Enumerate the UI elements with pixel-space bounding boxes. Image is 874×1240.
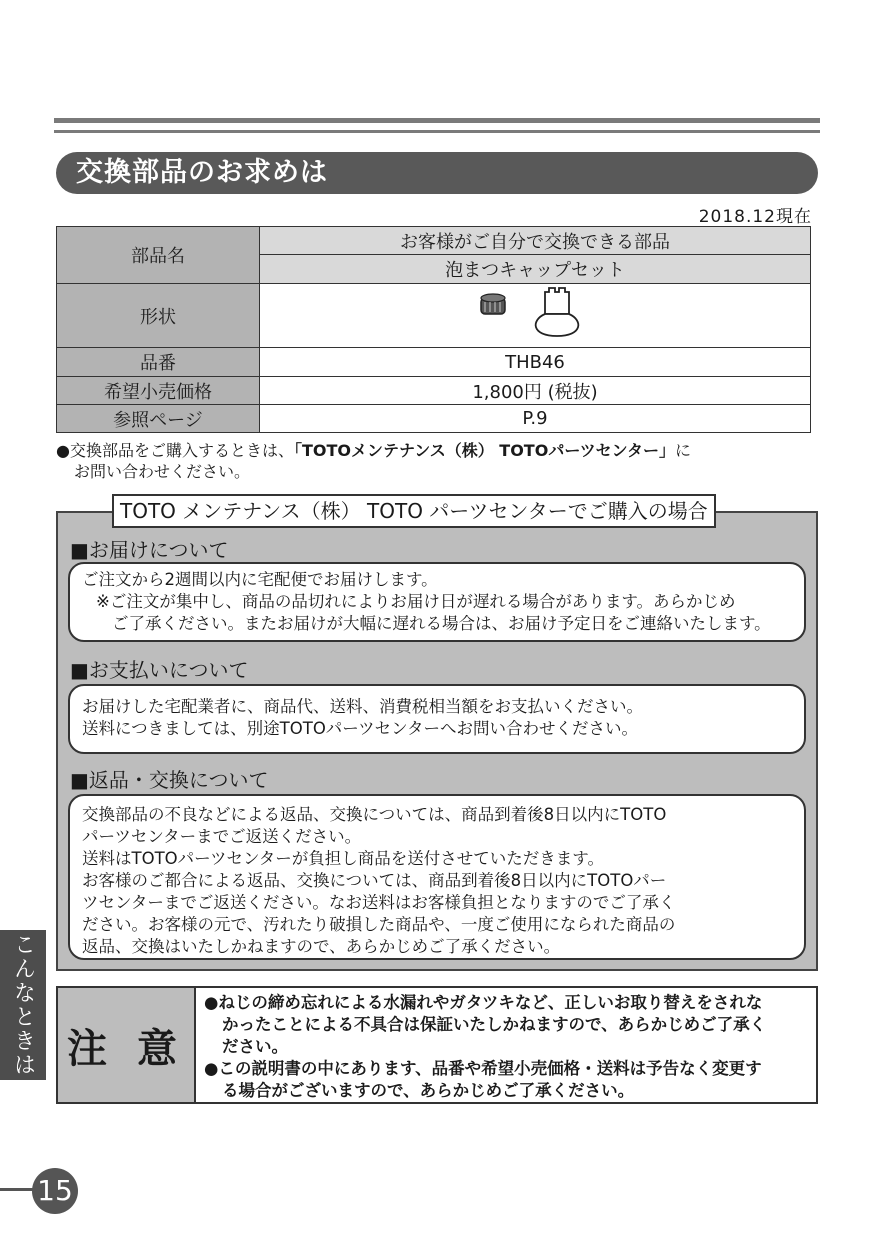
part-name-header: 部品名 xyxy=(57,227,260,284)
return-line5: ツセンターまでご返送ください。なお送料はお客様負担となりますのでご了承く xyxy=(82,893,676,912)
cap-wrench-icon xyxy=(536,288,579,336)
caution-item2 xyxy=(204,1058,808,1102)
return-line6: ださい。お客様の元で、汚れたり破損した商品や、一度ご使用になられた商品の xyxy=(82,915,676,934)
return-line1: 交換部品の不良などによる返品、交換については、商品到着後8日以内にTOTO xyxy=(82,805,667,824)
price-header: 希望小売価格 xyxy=(57,377,260,405)
caution-item1 xyxy=(204,992,808,1058)
part-name: 泡まつキャップセット xyxy=(260,255,811,284)
payment-heading: ■お支払いについて xyxy=(70,658,249,682)
return-heading: ■返品・交換について xyxy=(70,768,269,792)
return-line2: パーツセンターまでご返送ください。 xyxy=(82,827,362,846)
caution-item2-line1: ●この説明書の中にあります、品番や希望小売価格・送料は予告なく変更す xyxy=(204,1059,762,1078)
shop-title: TOTO メンテナンス（株） TOTO パーツセンターでご購入の場合 xyxy=(112,494,716,528)
return-line4: お客様のご都合による返品、交換については、商品到着後8日以内にTOTOパー xyxy=(82,871,667,890)
return-line3: 送料はTOTOパーツセンターが負担し商品を送付させていただきます。 xyxy=(82,849,604,868)
top-rule-thin xyxy=(54,130,820,133)
purchase-note-line2: お問い合わせください。 xyxy=(74,462,251,481)
page-ref-header: 参照ページ xyxy=(57,405,260,433)
return-box xyxy=(68,794,806,960)
part-number: THB46 xyxy=(260,348,811,377)
part-category: お客様がご自分で交換できる部品 xyxy=(260,227,811,255)
caution-item2-line2: る場合がございますので、あらかじめご了承ください。 xyxy=(222,1081,635,1100)
foam-cap-icon xyxy=(481,294,505,314)
as-of-date: 2018.12現在 xyxy=(698,207,812,227)
section-title: 交換部品のお求めは xyxy=(56,152,818,194)
delivery-note1: ※ご注文が集中し、商品の品切れによりお届け日が遅れる場合があります。あらかじめ xyxy=(96,592,736,611)
shape-cell xyxy=(260,284,811,348)
purchase-note-center: 「TOTOメンテナンス（株） TOTOパーツセンター」 xyxy=(293,441,676,460)
caution-items xyxy=(196,988,816,1102)
part-number-header: 品番 xyxy=(57,348,260,377)
caution-item1-line3: ださい。 xyxy=(222,1037,288,1056)
payment-line2: 送料につきましては、別途TOTOパーツセンターへお問い合わせください。 xyxy=(82,719,638,738)
caution-item1-line1: ●ねじの締め忘れによる水漏れやガタツキなど、正しいお取り替えをされな xyxy=(204,993,763,1012)
parts-table xyxy=(56,226,811,433)
purchase-note xyxy=(56,440,816,482)
caution-box xyxy=(56,986,818,1104)
foam-cap-illustration xyxy=(475,284,595,342)
return-line7: 返品、交換はいたしかねますので、あらかじめご了承ください。 xyxy=(82,937,561,956)
payment-line1: お届けした宅配業者に、商品代、送料、消費税相当額をお支払いください。 xyxy=(82,697,643,716)
purchase-note-tail: に xyxy=(675,441,692,460)
page-number: 15 xyxy=(32,1168,78,1214)
caution-item1-line2: かったことによる不具合は保証いたしかねますので、あらかじめご了承く xyxy=(222,1015,767,1034)
purchase-note-lead: ●交換部品をご購入するときは、 xyxy=(56,441,294,460)
delivery-heading: ■お届けについて xyxy=(70,538,229,562)
shape-header: 形状 xyxy=(57,284,260,348)
delivery-line1: ご注文から2週間以内に宅配便でお届けします。 xyxy=(82,570,438,589)
side-tab: こんなときは xyxy=(0,930,46,1080)
payment-box xyxy=(68,684,806,754)
delivery-note2: ご了承ください。またお届けが大幅に遅れる場合は、お届け予定日をご連絡いたします。 xyxy=(112,614,771,633)
page-ref: P.9 xyxy=(260,405,811,433)
delivery-box xyxy=(68,562,806,642)
price: 1,800円 (税抜) xyxy=(260,377,811,405)
caution-label: 注 意 xyxy=(58,988,196,1102)
top-rule-thick xyxy=(54,118,820,123)
